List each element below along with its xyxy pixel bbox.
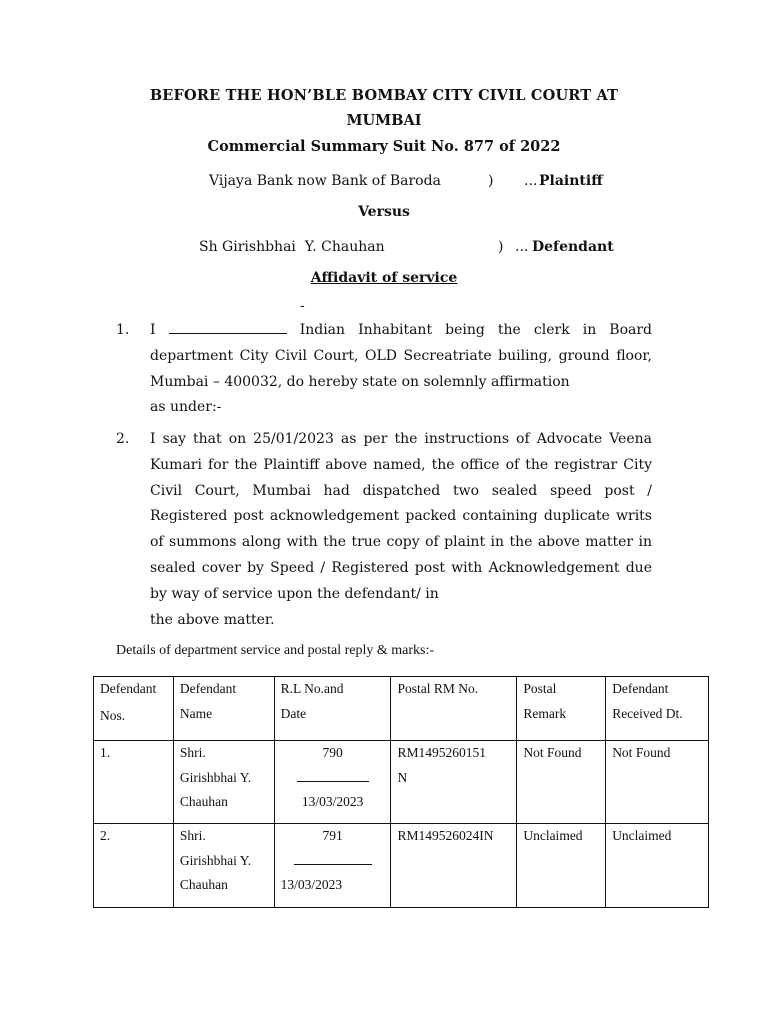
versus-label: Versus bbox=[358, 204, 410, 220]
row-defendant-name: Shri. Girishbhai Y. Chauhan bbox=[173, 824, 274, 908]
paragraph-1 bbox=[150, 318, 652, 421]
defendant-name: Sh Girishbhai Y. Chauhan bbox=[199, 239, 385, 255]
paragraph-1-end: as under:- bbox=[150, 399, 222, 416]
affidavit-heading: Affidavit of service bbox=[310, 270, 458, 286]
row-postal-remark: Not Found bbox=[517, 741, 606, 824]
row-rl-no-date: 790 13/03/2023 bbox=[274, 741, 391, 824]
row-number: 1. bbox=[94, 741, 174, 824]
name-blank-line bbox=[169, 321, 287, 334]
defendant-dots: ... bbox=[515, 239, 529, 255]
heading-dash: - bbox=[300, 298, 305, 314]
plaintiff-name: Vijaya Bank now Bank of Baroda bbox=[209, 173, 441, 189]
table-row bbox=[94, 741, 709, 824]
paragraph-2-text: I say that on 25/01/2023 as per the instructions of Advocate Veena Kumari for the Plaintiff above named, the office of the registrar City Civil Court, Mumbai had dispatched two sealed speed post / Registered post acknowledgement packed containing duplicate writs of summons along with the true copy of plaint in the above matter in sealed cover by Speed / Registered post with Acknowledgement due by way of service upon the defendant/ in bbox=[150, 431, 652, 602]
rl-blank-line bbox=[294, 850, 372, 865]
paragraph-1-start: I bbox=[150, 322, 156, 338]
row-defendant-name: Shri. Girishbhai Y. Chauhan bbox=[173, 741, 274, 824]
table-header-row bbox=[94, 677, 709, 741]
paragraph-2-number: 2. bbox=[116, 431, 130, 447]
header-defendant-name: Defendant Name bbox=[173, 677, 274, 741]
details-intro: Details of department service and postal reply & marks:- bbox=[116, 643, 435, 658]
plaintiff-dots: ... bbox=[524, 173, 538, 189]
paragraph-2-end: the above matter. bbox=[150, 611, 275, 628]
paragraph-2 bbox=[150, 427, 652, 633]
court-title-line-1: BEFORE THE HON’BLE BOMBAY CITY CIVIL COURT AT bbox=[149, 87, 619, 104]
row-postal-remark: Unclaimed bbox=[517, 824, 606, 908]
paragraph-1-number: 1. bbox=[116, 322, 130, 338]
header-postal-rm-no: Postal RM No. bbox=[391, 677, 517, 741]
court-title-line-2: MUMBAI bbox=[346, 112, 422, 129]
plaintiff-label: Plaintiff bbox=[539, 173, 603, 189]
header-rl-no-date: R.L No.and Date bbox=[274, 677, 391, 741]
header-defendant-nos: Defendant Nos. bbox=[94, 677, 174, 741]
defendant-label: Defendant bbox=[532, 239, 614, 255]
row-postal-rm-no: RM149526024IN bbox=[391, 824, 517, 908]
header-received-date: Defendant Received Dt. bbox=[606, 677, 709, 741]
row-received-date: Not Found bbox=[606, 741, 709, 824]
defendant-bracket: ) bbox=[498, 239, 504, 255]
service-table bbox=[93, 676, 709, 908]
suit-number: Commercial Summary Suit No. 877 of 2022 bbox=[207, 138, 561, 155]
row-postal-rm-no: RM1495260151 N bbox=[391, 741, 517, 824]
row-rl-no-date: 791 13/03/2023 bbox=[274, 824, 391, 908]
plaintiff-bracket: ) bbox=[488, 173, 494, 189]
rl-blank-line bbox=[297, 767, 369, 782]
paragraph-1-text: Indian Inhabitant being the clerk in Board department City Civil Court, OLD Secreatriate builing, ground floor, Mumbai – 400032, do hereby state on solemnly affirmation bbox=[150, 322, 653, 390]
table-row bbox=[94, 824, 709, 908]
header-postal-remark: Postal Remark bbox=[517, 677, 606, 741]
row-number: 2. bbox=[94, 824, 174, 908]
row-received-date: Unclaimed bbox=[606, 824, 709, 908]
